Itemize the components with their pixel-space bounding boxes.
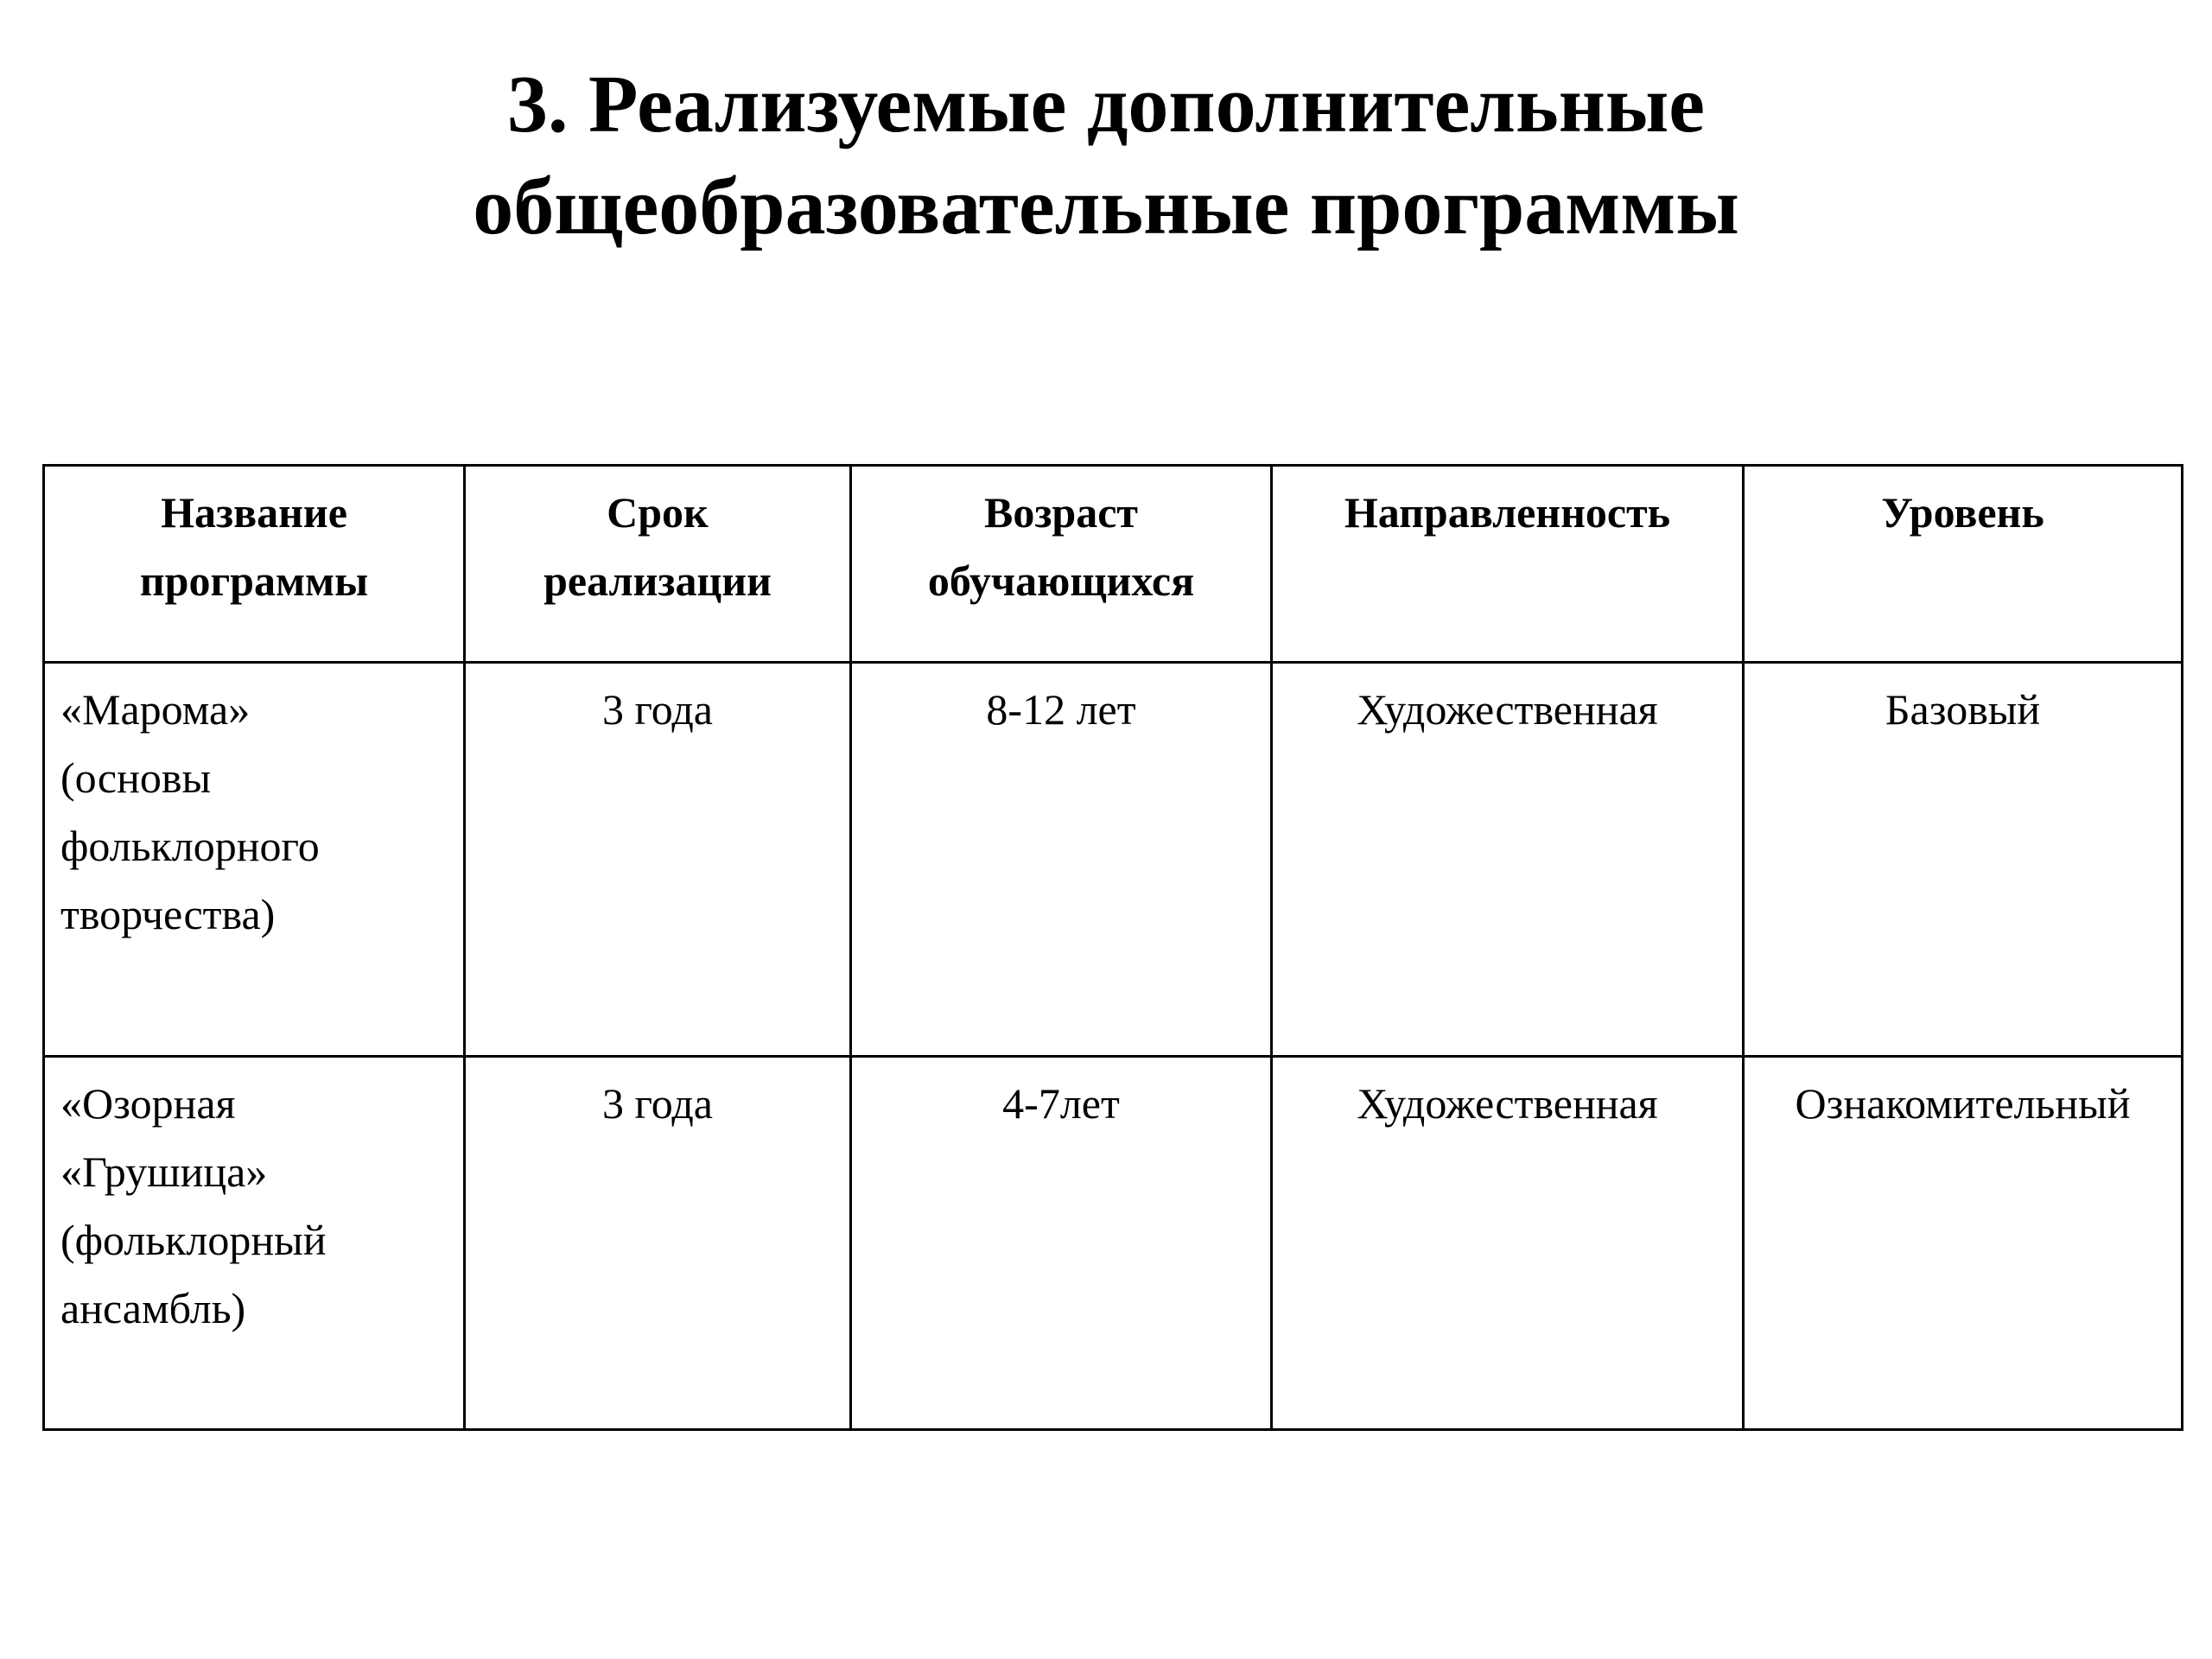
table-row [44, 663, 2183, 1057]
page-title-line-2: общеобразовательные программы [473, 162, 1739, 251]
cell-duration: 3 года [465, 1057, 851, 1430]
header-age: Возраст обучающихся [851, 466, 1272, 663]
cell-program-name: «Марома» (основы фольклорного творчества) [44, 663, 465, 1057]
cell-level: Ознакомительный [1744, 1057, 2183, 1430]
page-title-line-1: 3. Реализуемые дополнительные [506, 60, 1706, 149]
cell-level: Базовый [1744, 663, 2183, 1057]
table-header-row [44, 466, 2183, 663]
page-title [0, 54, 2212, 257]
header-level: Уровень [1744, 466, 2183, 663]
cell-duration: 3 года [465, 663, 851, 1057]
cell-age: 8-12 лет [851, 663, 1272, 1057]
header-direction: Направленность [1272, 466, 1744, 663]
table-row [44, 1057, 2183, 1430]
programs-table [42, 464, 2183, 1431]
cell-age: 4-7лет [851, 1057, 1272, 1430]
cell-direction: Художественная [1272, 1057, 1744, 1430]
header-program-name: Название программы [44, 466, 465, 663]
header-duration: Срок реализации [465, 466, 851, 663]
cell-program-name: «Озорная «Грушица» (фольклорный ансамбль) [44, 1057, 465, 1430]
cell-direction: Художественная [1272, 663, 1744, 1057]
